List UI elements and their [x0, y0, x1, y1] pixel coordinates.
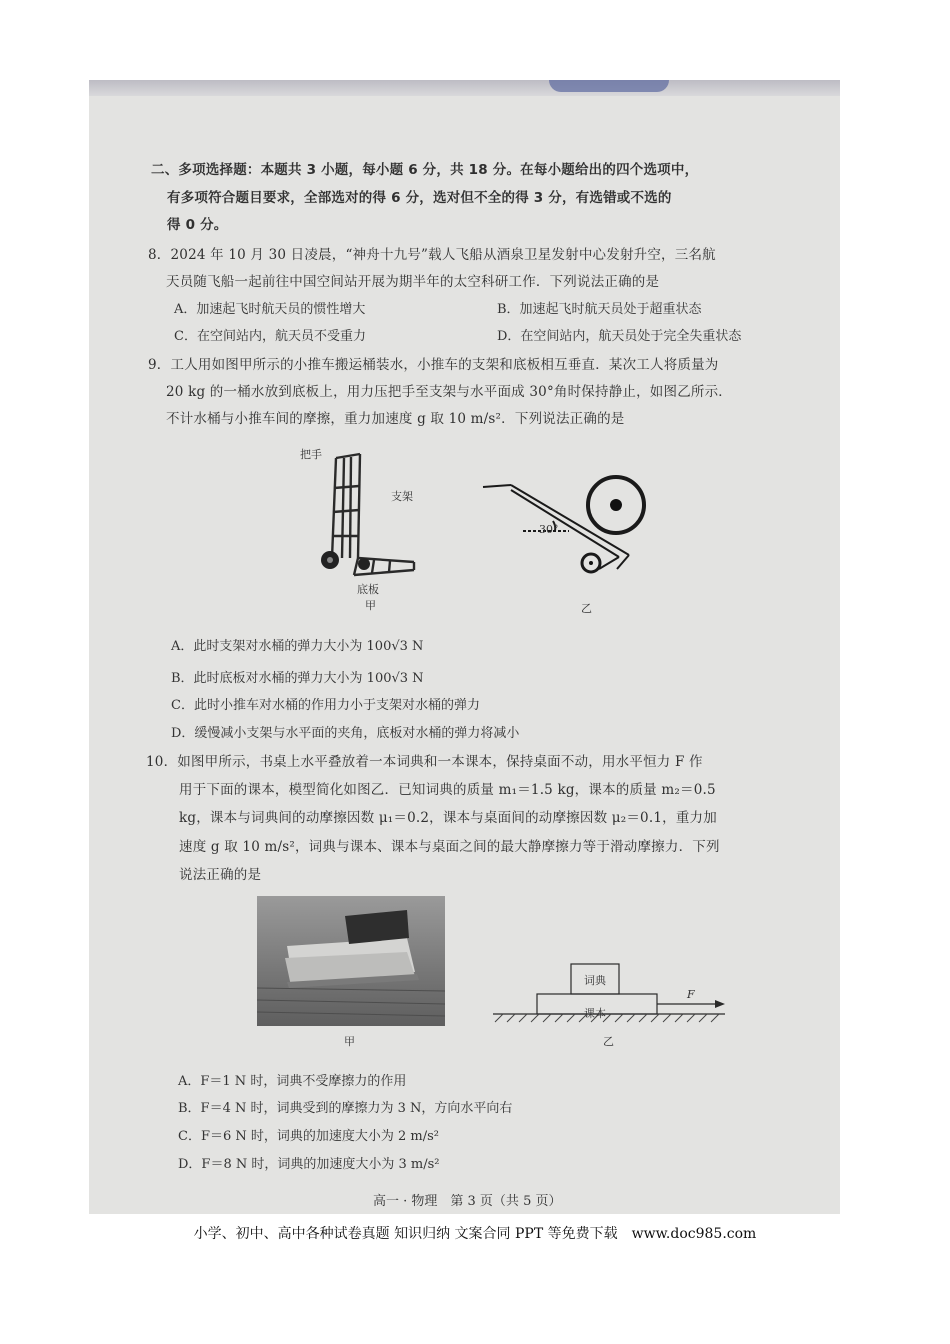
desk-photo: [257, 896, 445, 1026]
q8-option-c: C．在空间站内，航天员不受重力: [174, 329, 366, 344]
q8-option-b: B．加速起飞时航天员处于超重状态: [497, 302, 702, 317]
q10-stem-line2: 用于下面的课本，模型简化如图乙．已知词典的质量 m₁＝1.5 kg，课本的质量 m₂＝0.5: [179, 782, 716, 798]
q8-option-a: A．加速起飞时航天员的惯性增大: [174, 302, 366, 317]
label-frame: 支架: [391, 490, 413, 503]
scanned-exam-page: [89, 80, 840, 1214]
caption-fig-b-q10: 乙: [603, 1035, 614, 1048]
q9-option-b: B．此时底板对水桶的弹力大小为 100√3 N: [171, 671, 424, 686]
q9-stem-line2: 20 kg 的一桶水放到底板上，用力压把手至支架与水平面成 30°角时保持静止，如图乙所示．: [166, 384, 733, 400]
label-force: F: [687, 988, 695, 1001]
q10-option-b: B．F＝4 N 时，词典受到的摩擦力为 3 N，方向水平向右: [178, 1101, 513, 1116]
q9-stem-line1: 9．工人用如图甲所示的小推车搬运桶装水，小推车的支架和底板相互垂直．某次工人将质量为: [148, 357, 719, 373]
angle-label: 30°: [539, 523, 559, 536]
scan-artifact: [549, 80, 669, 92]
label-base: 底板: [357, 583, 379, 596]
hand-truck-figure: [314, 440, 434, 590]
page-footer: 高一 · 物理 第 3 页（共 5 页）: [373, 1194, 562, 1209]
caption-fig-a-q10: 甲: [344, 1035, 355, 1048]
site-footer: 小学、初中、高中各种试卷真题 知识归纳 文案合同 PPT 等免费下载 www.doc985.com: [193, 1226, 757, 1242]
cart-side-diagram: [479, 475, 669, 585]
q8-option-d: D．在空间站内，航天员处于完全失重状态: [497, 329, 742, 344]
section-header-line3: 得 0 分。: [167, 217, 228, 233]
label-textbook: 课本: [584, 1007, 606, 1020]
q8-stem-line1: 8．2024 年 10 月 30 日凌晨，“神舟十九号”载人飞船从酒泉卫星发射中心发射升空，三名航: [148, 247, 716, 263]
q9-option-d: D．缓慢减小支架与水平面的夹角，底板对水桶的弹力将减小: [171, 726, 520, 741]
q9-option-a: A．此时支架对水桶的弹力大小为 100√3 N: [171, 639, 424, 654]
q9-stem-line3: 不计水桶与小推车间的摩擦，重力加速度 g 取 10 m/s²．下列说法正确的是: [166, 411, 625, 427]
label-handle: 把手: [300, 448, 322, 461]
q9-option-c: C．此时小推车对水桶的作用力小于支架对水桶的弹力: [171, 698, 480, 713]
q10-option-d: D．F＝8 N 时，词典的加速度大小为 3 m/s²: [178, 1157, 440, 1172]
q10-stem-line5: 说法正确的是: [179, 867, 262, 883]
caption-fig-b-q9: 乙: [581, 602, 592, 615]
q10-stem-line3: kg，课本与词典间的动摩擦因数 μ₁＝0.2，课本与桌面间的动摩擦因数 μ₂＝0.1，重力加: [179, 810, 717, 826]
q10-option-a: A．F＝1 N 时，词典不受摩擦力的作用: [178, 1074, 407, 1089]
q8-stem-line2: 天员随飞船一起前往中国空间站开展为期半年的太空科研工作．下列说法正确的是: [166, 274, 660, 290]
section-header-line2: 有多项符合题目要求，全部选对的得 6 分，选对但不全的得 3 分，有选错或不选的: [167, 190, 672, 206]
caption-fig-a-q9: 甲: [365, 599, 376, 612]
section-header-line1: 二、多项选择题：本题共 3 小题，每小题 6 分，共 18 分。在每小题给出的四个选项中，: [151, 162, 699, 178]
label-dictionary: 词典: [584, 974, 606, 987]
q10-option-c: C．F＝6 N 时，词典的加速度大小为 2 m/s²: [178, 1129, 440, 1144]
scan-top-edge: [89, 80, 840, 96]
q10-stem-line4: 速度 g 取 10 m/s²，词典与课本、课本与桌面之间的最大静摩擦力等于滑动摩擦力．下列: [179, 839, 720, 855]
q10-stem-line1: 10．如图甲所示，书桌上水平叠放着一本词典和一本课本，保持桌面不动，用水平恒力 F 作: [146, 754, 703, 770]
